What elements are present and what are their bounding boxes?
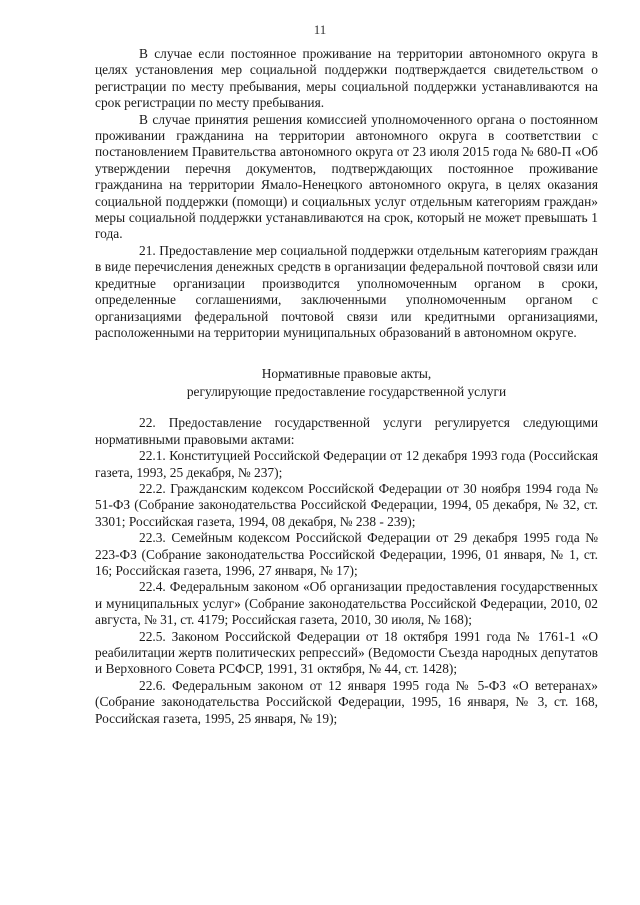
- paragraph-registration: В случае если постоянное проживание на территории автономного округа в целях установления мер социальной поддержки подтверждается свидетельством о регистрации по месту пребывания, меры социальной поддержки устанавливаются на срок регистрации по месту пребывания.: [95, 46, 598, 111]
- section-heading-line2: регулирующие предоставление государственной услуги: [186, 384, 507, 400]
- page-number: 11: [313, 22, 327, 37]
- section-heading-line1: Нормативные правовые акты,: [261, 366, 432, 382]
- paragraph-22: 22. Предоставление государственной услуги регулируется следующими нормативными правовыми актами:: [95, 415, 598, 447]
- section-heading: [95, 365, 598, 401]
- paragraph-commission-decision: В случае принятия решения комиссией уполномоченного органа о постоянном проживании гражданина на территории автономного округа в соответствии с постановлением Правительства автономного округа от 23 июля 2015 года № 680-П «Об утверждении перечня документов, подтверждающих постоянное проживание гражданина на территории Ямало-Ненецкого автономного округа, в целях оказания социальной поддержки (помощи) и социальных услуг отдельным категориям граждан» меры социальной поддержки устанавливаются на срок, который не может превышать 1 года.: [95, 111, 598, 242]
- paragraph-22-3: 22.3. Семейным кодексом Российской Федерации от 29 декабря 1995 года № 223-ФЗ (Собрание законодательства Российской Федерации, 1996, 01 января, № 1, ст. 16; Российская газета, 1996, 27 января, № 17);: [95, 530, 598, 578]
- paragraph-22-5: 22.5. Законом Российской Федерации от 18 октября 1991 года № 1761-1 «О реабилитации жертв политических репрессий» (Ведомости Съезда народных депутатов и Верховного Совета РСФСР, 1991, 31 октября, № 44, ст. 1428);: [95, 628, 598, 677]
- paragraph-22-4: 22.4. Федеральным законом «Об организации предоставления государственных и муниципальных услуг» (Собрание законодательства Российской Федерации, 2010, 02 августа, № 31, ст. 4179; Российская газета, 2010, 30 июля, № 168);: [95, 579, 598, 628]
- paragraph-22-2: 22.2. Гражданским кодексом Российской Федерации от 30 ноября 1994 года № 51-ФЗ (Собрание законодательства Российской Федерации, 1994, 05 декабря, № 32, ст. 3301; Российская газета, 1994, 08 декабря, № 238 - 239);: [95, 480, 598, 529]
- paragraph-22-1: 22.1. Конституцией Российской Федерации от 12 декабря 1993 года (Российская газета, 1993, 25 декабря, № 237);: [95, 448, 598, 480]
- paragraph-21: 21. Предоставление мер социальной поддержки отдельным категориям граждан в виде перечисления денежных средств в организации федеральной почтовой связи или кредитные организации производится уполномоченным органом в сроки, определенные соглашениями, заключенными уполномоченным органом с организациями федеральной почтовой связи или кредитными организациями, расположенными на территории муниципальных образований в автономном округе.: [95, 242, 598, 340]
- paragraph-22-6: 22.6. Федеральным законом от 12 января 1995 года № 5-ФЗ «О ветеранах» (Собрание законодательства Российской Федерации, 1995, 16 января, № 3, ст. 168, Российская газета, 1995, 25 января, № 19);: [95, 677, 598, 726]
- document-body: [95, 46, 598, 727]
